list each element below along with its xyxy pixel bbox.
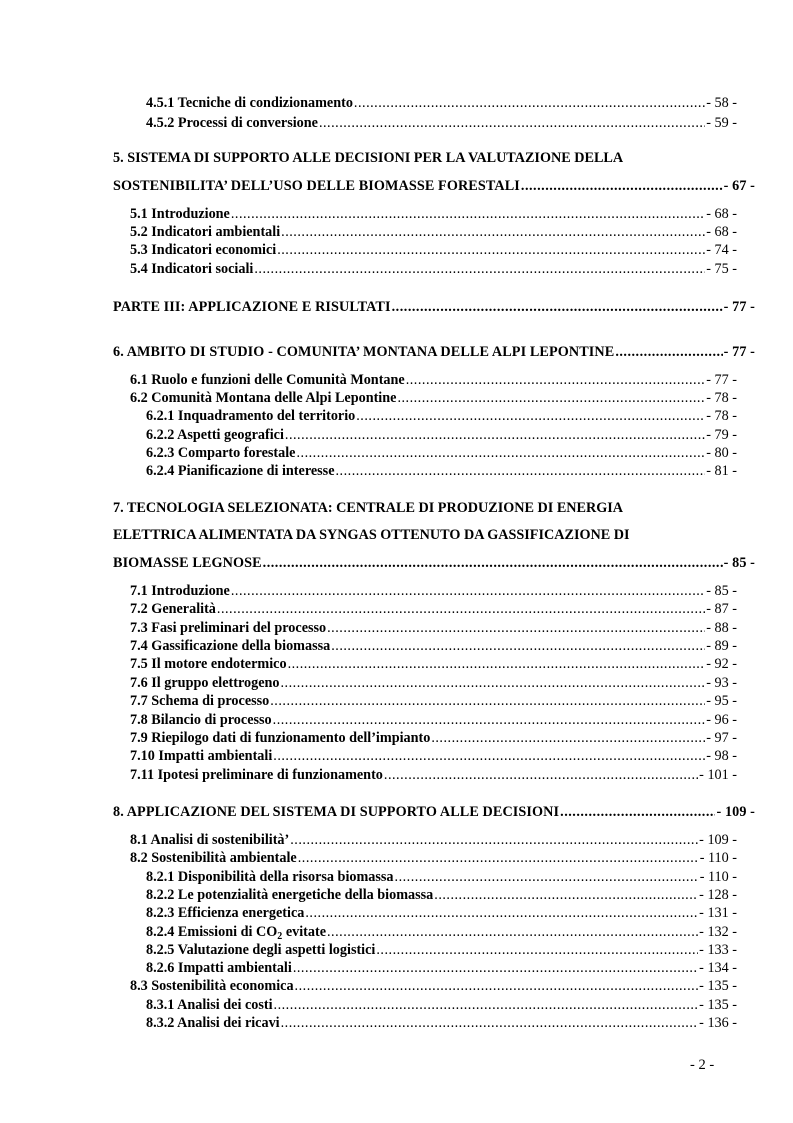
dot-leader [281,1014,699,1032]
dot-leader [395,868,699,886]
toc-entry-8-3-1[interactable] [146,996,737,1014]
toc-entry-page: - 98 - [706,748,737,764]
toc-entry-page: - 133 - [699,942,737,958]
toc-entry-page: - 110 - [699,869,737,885]
dot-leader [397,389,705,407]
toc-entry-title: 7.2 Generalità [130,601,216,617]
dot-leader [293,959,698,977]
dot-leader [615,343,722,361]
toc-entry-title: 8.2.6 Impatti ambientali [146,960,292,976]
toc-chapter-8[interactable] [113,803,755,821]
toc-entry-page: - 85 - [706,583,737,599]
toc-chapter-7-line-2[interactable]: ELETTRICA ALIMENTATA DA SYNGAS OTTENUTO DA GASSIFICAZIONE DI [113,527,630,543]
toc-entry-page: - 85 - [723,555,755,571]
toc-chapter-7[interactable] [113,554,755,572]
toc-entry-page: - 135 - [699,978,737,994]
toc-entry-8-2[interactable] [130,849,737,867]
toc-entry-7-3[interactable] [130,619,737,637]
toc-entry-page: - 110 - [699,850,737,866]
toc-entry-page: - 134 - [699,960,737,976]
dot-leader [319,114,705,132]
toc-entry-page: - 88 - [706,620,737,636]
dot-leader [231,205,705,223]
dot-leader [434,886,698,904]
dot-leader [231,582,705,600]
toc-entry-page: - 95 - [706,693,737,709]
dot-leader [277,241,705,259]
toc-entry-title: 7.10 Impatti ambientali [130,748,273,764]
dot-leader [254,260,705,278]
title-text: 8.2.4 Emissioni di CO [146,924,278,940]
toc-entry-6-2-1[interactable] [146,407,737,425]
toc-entry-title: 7.7 Schema di processo [130,693,270,709]
toc-entry-7-4[interactable] [130,637,737,655]
toc-entry-page: - 75 - [706,261,737,277]
toc-entry-7-10[interactable] [130,747,737,765]
toc-entry-6-1[interactable] [130,371,737,389]
toc-entry-8-3-2[interactable] [146,1014,737,1032]
toc-chapter-6[interactable] [113,343,755,361]
toc-entry-title: 8.3.1 Analisi dei costi [146,997,273,1013]
toc-entry-4-5-1[interactable] [146,94,737,112]
dot-leader [285,426,705,444]
toc-entry-page: - 131 - [699,905,737,921]
toc-entry-8-1[interactable] [130,831,737,849]
dot-leader [295,977,699,995]
toc-entry-title: 8.2.2 Le potenzialità energetiche della biomassa [146,887,434,903]
toc-entry-page: - 92 - [706,656,737,672]
dot-leader [392,298,723,316]
toc-entry-title: 6.1 Ruolo e funzioni delle Comunità Montane [130,372,405,388]
toc-entry-8-2-6[interactable] [146,959,737,977]
toc-entry-page: - 109 - [699,832,737,848]
dot-leader [270,692,705,710]
dot-leader [331,637,705,655]
toc-entry-title: 7.11 Ipotesi preliminare di funzionamento [130,767,383,783]
toc-entry-title [146,923,326,941]
toc-part-3[interactable] [113,298,755,316]
toc-entry-7-2[interactable] [130,600,737,618]
toc-entry-title: 8.1 Analisi di sostenibilità’ [130,832,290,848]
subscript-text: 2 [277,931,283,942]
toc-entry-4-5-2[interactable] [146,114,737,132]
toc-entry-title: 8.3 Sostenibilità economica [130,978,294,994]
dot-leader [274,996,699,1014]
dot-leader [356,407,705,425]
toc-entry-page: - 74 - [706,242,737,258]
dot-leader [273,711,706,729]
toc-entry-7-9[interactable] [130,729,737,747]
toc-entry-page: - 87 - [706,601,737,617]
toc-entry-title: 8.2.3 Efficienza energetica [146,905,305,921]
toc-entry-8-2-1[interactable] [146,868,737,886]
dot-leader [336,462,706,480]
toc-entry-page: - 77 - [723,344,755,360]
toc-entry-7-1[interactable] [130,582,737,600]
toc-entry-title: 7.8 Bilancio di processo [130,712,272,728]
toc-entry-page: - 68 - [706,206,737,222]
toc-entry-title: 6.2 Comunità Montana delle Alpi Lepontine [130,390,397,406]
toc-entry-title: 6.2.4 Pianificazione di interesse [146,463,335,479]
toc-entry-title: 8.2.1 Disponibilità della risorsa biomassa [146,869,394,885]
toc-entry-title: 8.3.2 Analisi dei ricavi [146,1015,280,1031]
toc-chapter-7-line-1[interactable]: 7. TECNOLOGIA SELEZIONATA: CENTRALE DI PRODUZIONE DI ENERGIA [113,500,624,516]
toc-entry-title: 8. APPLICAZIONE DEL SISTEMA DI SUPPORTO ALLE DECISIONI [113,804,560,820]
dot-leader [431,729,705,747]
toc-entry-page: - 79 - [706,427,737,443]
dot-leader [281,223,705,241]
toc-entry-7-5[interactable] [130,655,737,673]
toc-entry-title: 8.2.5 Valutazione degli aspetti logistici [146,942,376,958]
dot-leader [384,766,698,784]
toc-entry-5-4[interactable] [130,260,737,278]
toc-entry-8-2-3[interactable] [146,904,737,922]
toc-entry-page: - 128 - [699,887,737,903]
toc-entry-page: - 77 - [723,299,755,315]
toc-entry-title: 7.9 Riepilogo dati di funzionamento dell’impianto [130,730,431,746]
toc-entry-6-2-4[interactable] [146,462,737,480]
toc-entry-title: 7.6 Il gruppo elettrogeno [130,675,280,691]
dot-leader [376,941,698,959]
toc-entry-title: 5.3 Indicatori economici [130,242,277,258]
toc-entry-7-11[interactable] [130,766,737,784]
toc-entry-title: PARTE III: APPLICAZIONE E RISULTATI [113,299,391,315]
toc-entry-8-2-4[interactable] [146,923,737,941]
toc-entry-title: 7.3 Fasi preliminari del processo [130,620,327,636]
dot-leader [263,554,723,572]
toc-entry-7-8[interactable] [130,711,737,729]
toc-entry-page: - 93 - [706,675,737,691]
toc-entry-page: - 80 - [706,445,737,461]
toc-entry-7-7[interactable] [130,692,737,710]
toc-entry-title: 5.4 Indicatori sociali [130,261,254,277]
title-text: evitate [282,924,326,940]
toc-entry-title: 6.2.1 Inquadramento del territorio [146,408,356,424]
dot-leader [290,831,698,849]
dot-leader [298,849,699,867]
dot-leader [281,674,706,692]
toc-entry-8-2-5[interactable] [146,941,737,959]
dot-leader [327,619,705,637]
toc-chapter-5[interactable] [113,177,755,195]
toc-entry-title: SOSTENIBILITA’ DELL’USO DELLE BIOMASSE FORESTALI [113,178,520,194]
dot-leader [521,177,723,195]
toc-entry-title: 5.1 Introduzione [130,206,230,222]
toc-entry-page: - 78 - [706,408,737,424]
toc-entry-title: 7.1 Introduzione [130,583,230,599]
toc-entry-page: - 68 - [706,224,737,240]
dot-leader [560,803,715,821]
toc-entry-title: 4.5.2 Processi di conversione [146,115,318,131]
toc-entry-title: 5.2 Indicatori ambientali [130,224,281,240]
toc-entry-page: - 78 - [706,390,737,406]
toc-entry-title: 6.2.3 Comparto forestale [146,445,296,461]
toc-entry-5-3[interactable] [130,241,737,259]
toc-entry-5-1[interactable] [130,205,737,223]
toc-entry-page: - 89 - [706,638,737,654]
toc-entry-page: - 135 - [699,997,737,1013]
toc-entry-6-2-3[interactable] [146,444,737,462]
toc-entry-6-2[interactable] [130,389,737,407]
page-number: - 2 - [690,1057,715,1073]
toc-entry-page: - 59 - [706,115,737,131]
dot-leader [296,444,705,462]
toc-entry-page: - 58 - [706,95,737,111]
toc-entry-title: 6.2.2 Aspetti geografici [146,427,284,443]
dot-leader [288,655,706,673]
dot-leader [217,600,705,618]
dot-leader [305,904,698,922]
dot-leader [327,923,698,941]
toc-entry-page: - 101 - [699,767,737,783]
toc-entry-page: - 109 - [716,804,755,820]
dot-leader [354,94,705,112]
toc-entry-title: 7.4 Gassificazione della biomassa [130,638,331,654]
toc-entry-title: BIOMASSE LEGNOSE [113,555,262,571]
toc-entry-6-2-2[interactable] [146,426,737,444]
toc-entry-title: 4.5.1 Tecniche di condizionamento [146,95,353,111]
toc-chapter-5-line-1[interactable]: 5. SISTEMA DI SUPPORTO ALLE DECISIONI PER LA VALUTAZIONE DELLA [113,150,624,166]
toc-entry-8-3[interactable] [130,977,737,995]
toc-entry-page: - 77 - [706,372,737,388]
toc-entry-page: - 67 - [723,178,755,194]
toc-entry-page: - 97 - [706,730,737,746]
toc-entry-page: - 136 - [699,1015,737,1031]
toc-entry-title: 6. AMBITO DI STUDIO - COMUNITA’ MONTANA DELLE ALPI LEPONTINE [113,344,615,360]
toc-entry-page: - 132 - [699,924,737,940]
dot-leader [406,371,706,389]
toc-entry-title: 7.5 Il motore endotermico [130,656,287,672]
toc-entry-8-2-2[interactable] [146,886,737,904]
dot-leader [273,747,705,765]
toc-entry-5-2[interactable] [130,223,737,241]
toc-entry-page: - 81 - [706,463,737,479]
toc-entry-7-6[interactable] [130,674,737,692]
toc-entry-page: - 96 - [706,712,737,728]
toc-entry-title: 8.2 Sostenibilità ambientale [130,850,297,866]
